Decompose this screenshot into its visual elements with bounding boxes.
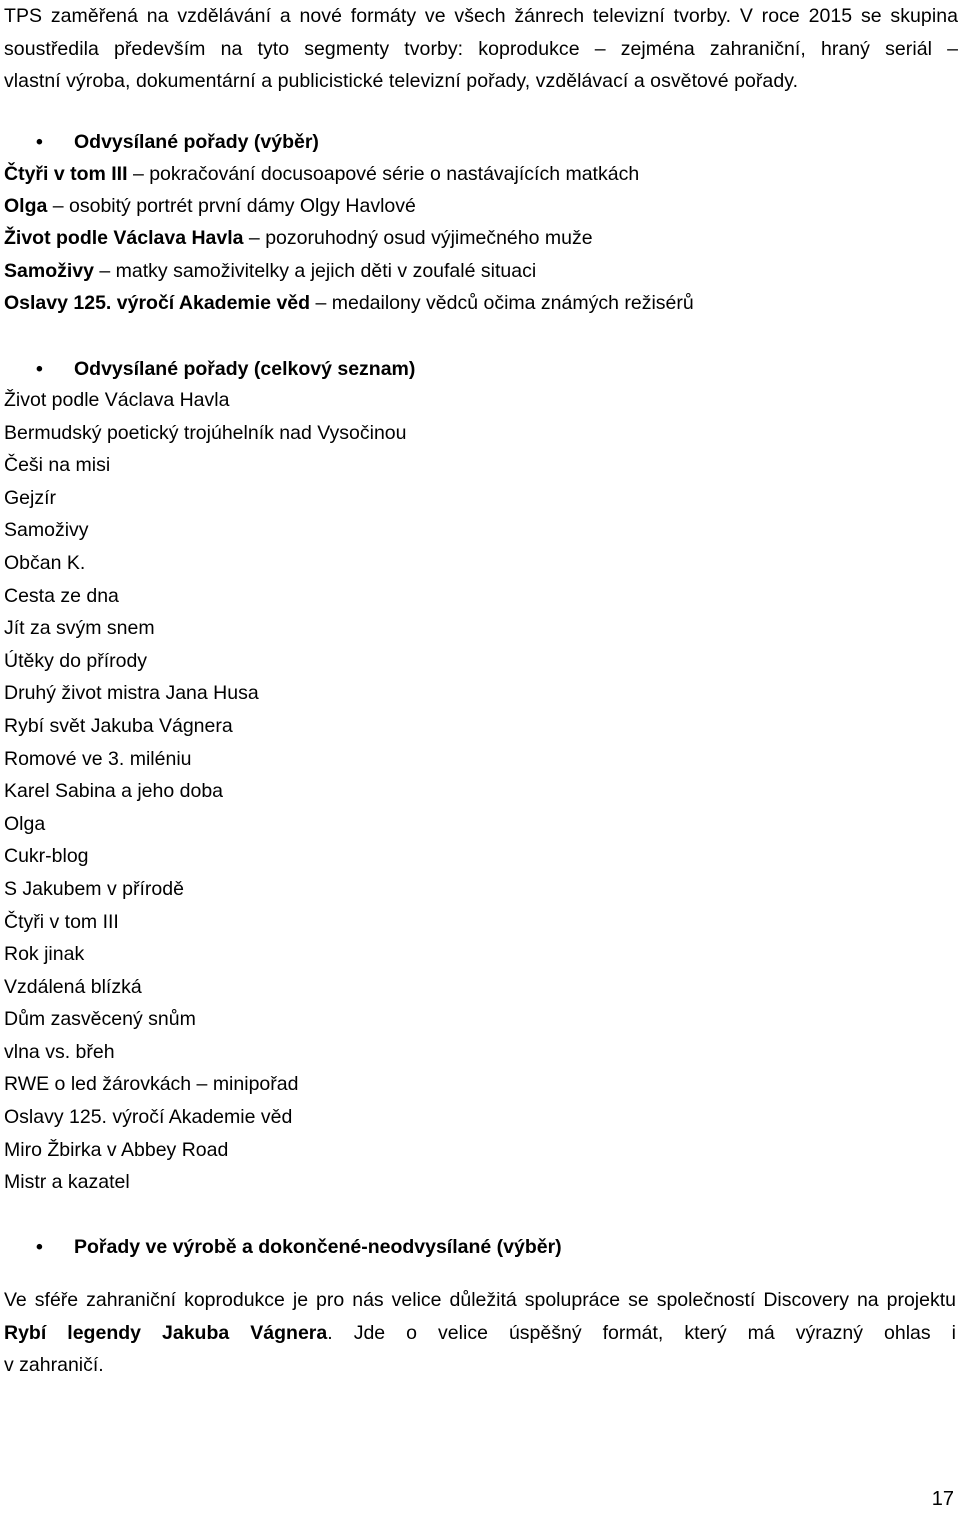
bullet-icon: • — [36, 1236, 43, 1258]
list-item: Jít za svým snem — [4, 617, 155, 640]
full-list — [4, 384, 406, 1199]
production-text-last: v zahraničí. — [4, 1354, 104, 1376]
selection-item-desc: – osobitý portrét první dámy Olgy Havlové — [47, 195, 416, 217]
list-item: Čtyři v tom III — [4, 910, 119, 933]
selection-item-title: Olga — [4, 195, 48, 217]
selection-item-desc: – matky samoživitelky a jejich děti v zoufalé situaci — [93, 260, 537, 282]
production-text-block — [4, 1284, 956, 1349]
list-item: Miro Žbirka v Abbey Road — [4, 1138, 229, 1161]
list-item: Mistr a kazatel — [4, 1171, 130, 1194]
full-list-heading-label: Odvysílané pořady (celkový seznam) — [74, 358, 416, 380]
production-heading-label: Pořady ve výrobě a dokončené-neodvysílané (výběr) — [74, 1236, 562, 1258]
selection-heading — [0, 126, 940, 158]
bullet-icon: • — [36, 131, 43, 153]
intro-line-1: TPS zaměřená na vzdělávání a nové formáty ve všech žánrech televizní tvorby. V roce 2015 se skupina — [4, 5, 958, 27]
selection-heading-label: Odvysílané pořady (výběr) — [74, 131, 319, 153]
bullet-icon: • — [36, 358, 43, 380]
intro-paragraph — [4, 0, 958, 98]
selection-item-title: Oslavy 125. výročí Akademie věd — [4, 292, 311, 314]
selection-item-title: Samoživy — [4, 260, 94, 282]
selection-item-desc: – pozoruhodný osud výjimečného muže — [243, 227, 593, 249]
production-paragraph — [4, 1284, 956, 1382]
list-item: Dům zasvěcený snům — [4, 1008, 196, 1031]
list-item: Karel Sabina a jeho doba — [4, 780, 224, 803]
production-text-after: . Jde o velice úspěšný formát, který má výrazný ohlas i — [327, 1321, 956, 1344]
list-item: Samoživy — [4, 519, 89, 542]
list-item: vlna vs. břeh — [4, 1040, 115, 1063]
list-item: Cesta ze dna — [4, 584, 119, 607]
list-item: Život podle Václava Havla — [4, 389, 230, 411]
production-heading — [0, 1231, 940, 1263]
list-item: Romové ve 3. miléniu — [4, 747, 192, 770]
selection-item — [4, 287, 694, 320]
list-item: Bermudský poetický trojúhelník nad Vysočinou — [4, 421, 407, 444]
list-item: S Jakubem v přírodě — [4, 877, 184, 900]
list-item: Olga — [4, 812, 46, 835]
list-item: Druhý život mistra Jana Husa — [4, 682, 259, 705]
selection-item — [4, 222, 593, 255]
production-project-title: Rybí legendy Jakuba Vágnera — [4, 1321, 328, 1344]
list-item: Oslavy 125. výročí Akademie věd — [4, 1106, 293, 1129]
full-list-heading — [0, 353, 940, 385]
production-text-before: Ve sféře zahraniční koprodukce je pro nás velice důležitá spolupráce se společností Discovery na projektu — [4, 1289, 956, 1311]
intro-line-2: soustředila především na tyto segmenty tvorby: koprodukce – zejména zahraniční, hraný seriál – — [4, 37, 958, 60]
selection-item-desc: – pokračování docusoapové série o nastávajících matkách — [127, 163, 640, 185]
selection-item-title: Čtyři v tom III — [4, 163, 128, 185]
list-item: Cukr-blog — [4, 845, 89, 868]
selection-item — [4, 158, 639, 191]
list-item: Vzdálená blízká — [4, 975, 142, 998]
selection-item-title: Život podle Václava Havla — [4, 227, 244, 249]
list-item: Útěky do přírody — [4, 649, 148, 672]
list-item: Češi na misi — [4, 454, 111, 477]
list-item: Občan K. — [4, 551, 86, 574]
intro-line-3: vlastní výroba, dokumentární a publicistické televizní pořady, vzdělávací a osvětové pořady. — [4, 70, 799, 92]
list-item: Rybí svět Jakuba Vágnera — [4, 714, 233, 737]
list-item: RWE o led žárovkách – minipořad — [4, 1073, 299, 1096]
page-number: 17 — [931, 1488, 954, 1510]
list-item: Rok jinak — [4, 943, 85, 966]
selection-item-desc: – medailony vědců očima známých režisérů — [310, 292, 694, 314]
selection-item — [4, 190, 416, 223]
selection-item — [4, 255, 536, 288]
list-item: Gejzír — [4, 486, 57, 509]
